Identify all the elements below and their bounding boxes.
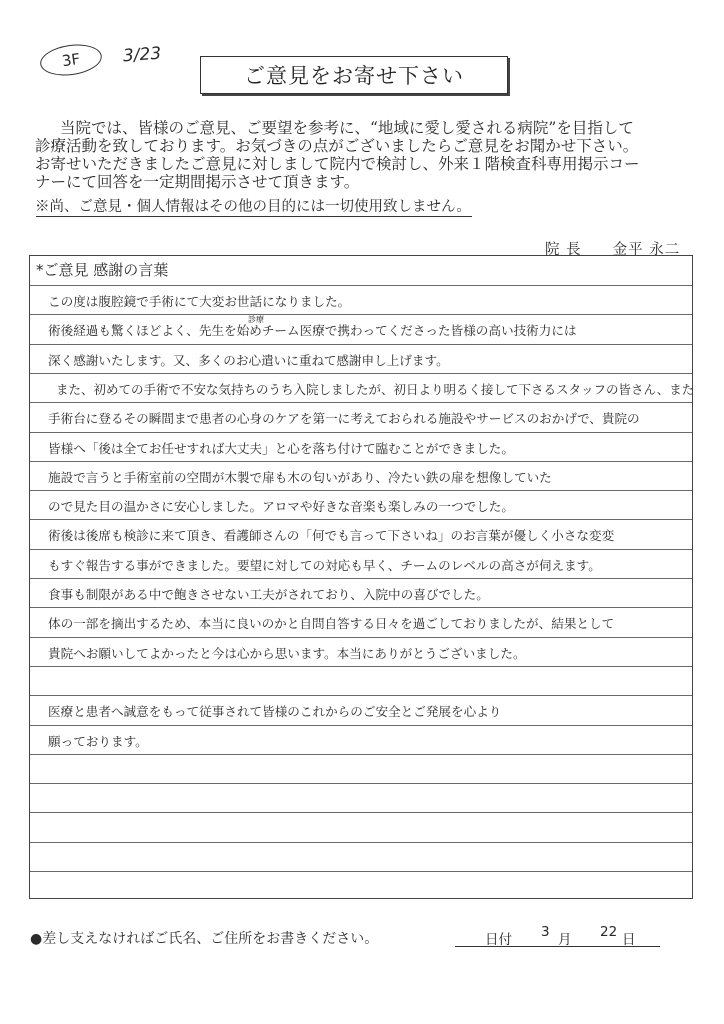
intro-line: 当院では、皆様のご意見、ご要望を参考に、“地域に愛し愛される病院”を目指して xyxy=(60,119,634,137)
handwritten-line: 術後は後席も検診に来て頂き、看護師さんの「何でも言って下さいね」のお言葉が優しく小さな変変 xyxy=(48,528,615,544)
ruled-line xyxy=(30,666,692,667)
ruled-line xyxy=(30,344,692,345)
handwritten-line: 願っております。 xyxy=(48,733,148,749)
date-month-unit: 月 xyxy=(558,932,572,948)
feedback-heading: *ご意見 感謝の言葉 xyxy=(36,261,169,279)
handwritten-line: 施設で言うと手術室前の空間が木製で扉も木の匂いがあり、冷たい鉄の扉を想像していた xyxy=(48,469,552,485)
date-day-unit: 日 xyxy=(622,932,636,948)
handwritten-line: 手術台に登るその瞬間まで患者の心身のケアを第一に考えておられる施設やサービスのおかげで、貴院の xyxy=(48,411,640,427)
feedback-writing-area[interactable] xyxy=(29,255,693,899)
handwritten-line: 深く感謝いたします。又、多くのお心遣いに重ねて感謝申し上げます。 xyxy=(48,352,449,368)
date-day-value: 22 xyxy=(600,924,618,940)
director-signature: 院 長 金平 永二 xyxy=(545,242,681,258)
ruled-line xyxy=(30,637,692,638)
handwritten-line: 医療と患者へ誠意をもって従事されて皆様のこれからのご安全とご発展を心より xyxy=(48,704,502,720)
ruled-line xyxy=(30,754,692,755)
handwritten-line: 貴院へお願いしてよかったと今は心から思います。本当にありがとうございました。 xyxy=(48,645,526,661)
ruled-line xyxy=(30,607,692,608)
ruled-line xyxy=(30,842,692,843)
handwritten-line: この度は腹腔鏡で手術にて大変お世話になりました。 xyxy=(48,294,351,309)
superscript-note: 診療 xyxy=(248,315,264,325)
date-label: 日付 xyxy=(485,932,512,948)
ruled-line xyxy=(30,402,692,403)
handwritten-line: もすぐ報告する事ができました。要望に対しての対応も早く、チームのレベルの高さが伺えます。 xyxy=(48,557,601,573)
ruled-line xyxy=(30,871,692,872)
floor-badge: 3F xyxy=(38,41,104,79)
ruled-line xyxy=(30,578,692,579)
intro-line: ナーにて回答を一定期間掲示させて頂きます。 xyxy=(35,173,360,191)
name-address-prompt: ●差し支えなければご氏名、ご住所をお書きください。 xyxy=(30,931,379,947)
date-field[interactable] xyxy=(455,926,660,947)
ruled-line xyxy=(30,373,692,374)
ruled-line xyxy=(30,490,692,491)
ruled-line xyxy=(30,695,692,696)
handwritten-line: また、初めての手術で不安な気持ちのうち入院しましたが、初日より明るく接して下さるスタッフの皆さん、また xyxy=(56,381,695,397)
intro-line: お寄せいただきましたご意見に対しまして院内で検討し、外来１階検査科専用掲示コー xyxy=(35,155,640,173)
received-date: 3/23 xyxy=(122,43,162,67)
ruled-line xyxy=(30,783,692,784)
handwritten-line: 体の一部を摘出するため、本当に良いのかと自問自答する日々を過ごしておりましたが、結果として xyxy=(48,616,615,632)
ruled-line xyxy=(30,812,692,813)
handwritten-line: 皆様へ「後は全てお任せすれば大丈夫」と心を落ち付けて臨むことができました。 xyxy=(48,440,514,456)
privacy-underline xyxy=(36,216,472,217)
handwritten-line: 術後経過も驚くほどよく、先生を始めチーム医療で携わってくださった皆様の高い技術力には xyxy=(48,323,577,339)
date-month-value: 3 xyxy=(541,924,550,940)
ruled-line xyxy=(30,461,692,462)
privacy-note: ※尚、ご意見・個人情報はその他の目的には一切使用致しません。 xyxy=(35,199,471,215)
ruled-line xyxy=(30,549,692,550)
ruled-line xyxy=(30,314,692,315)
ruled-line xyxy=(30,519,692,520)
form-title: ご意見をお寄せ下さい xyxy=(200,56,508,94)
ruled-line xyxy=(30,432,692,433)
handwritten-line: 食事も制限がある中で飽きさせない工夫がされており、入院中の喜びでした。 xyxy=(48,587,489,602)
handwritten-line: ので見た目の温かさに安心しました。アロマや好きな音楽も楽しみの一つでした。 xyxy=(48,499,514,515)
intro-line: 診療活動を致しております。お気づきの点がございましたらご意見をお聞かせ下さい。 xyxy=(35,137,639,155)
ruled-line xyxy=(30,725,692,726)
ruled-line xyxy=(30,285,692,286)
